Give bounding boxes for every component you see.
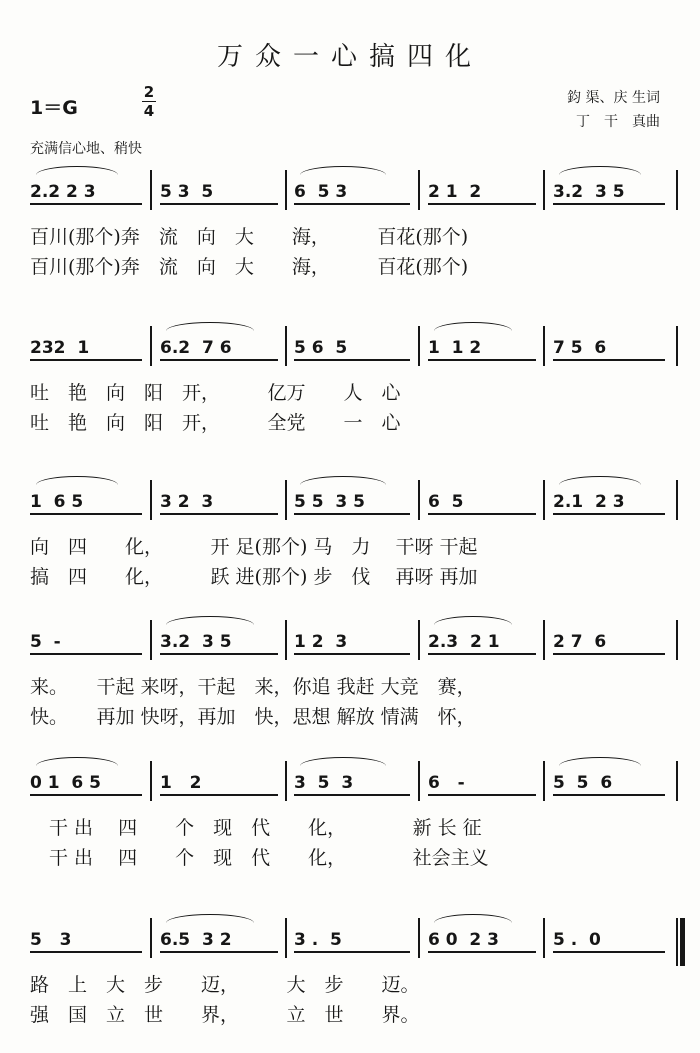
- barline: [676, 480, 678, 520]
- slur-mark: [559, 757, 641, 766]
- lyric-line-1: 路 上 大 步 迈， 大 步 迈。: [30, 974, 420, 996]
- lyric-line-2: 快。 再加 快呀，再加 快，思想 解放 情满 怀，: [30, 706, 476, 728]
- barline: [285, 326, 287, 366]
- slur-mark: [559, 166, 641, 175]
- measure-notes: 1 2: [160, 773, 278, 796]
- measure-notes: 1 1 2: [428, 338, 536, 361]
- barline: [543, 326, 545, 366]
- measure-notes: 6.2 7 6: [160, 338, 278, 361]
- slur-mark: [434, 616, 512, 625]
- meter-top: 2: [143, 83, 155, 101]
- final-barline: [680, 918, 685, 966]
- measure-notes: 6.5 3 2: [160, 930, 278, 953]
- barline: [543, 480, 545, 520]
- measure-notes: 5 -: [30, 632, 142, 655]
- barline: [285, 170, 287, 210]
- slur-mark: [434, 322, 512, 331]
- lyric-line-1: 向 四 化， 开 足(那个) 马 力 干呀 干起: [30, 536, 478, 558]
- measure-notes: 232 1: [30, 338, 142, 361]
- barline: [285, 620, 287, 660]
- barline: [543, 170, 545, 210]
- measure-notes: 1 6 5: [30, 492, 142, 515]
- slur-mark: [434, 914, 512, 923]
- barline: [418, 480, 420, 520]
- slur-mark: [36, 166, 118, 175]
- lyric-line-2: 百川(那个)奔 流 向 大 海， 百花(那个): [30, 256, 469, 278]
- slur-mark: [166, 914, 254, 923]
- barline: [418, 918, 420, 958]
- slur-mark: [300, 476, 386, 485]
- measure-notes: 1 2 3: [294, 632, 410, 655]
- barline: [285, 480, 287, 520]
- barline: [150, 326, 152, 366]
- measure-notes: 5 6 5: [294, 338, 410, 361]
- barline: [676, 326, 678, 366]
- barline: [418, 326, 420, 366]
- measure-notes: 5 3: [30, 930, 142, 953]
- barline: [543, 761, 545, 801]
- slur-mark: [36, 476, 118, 485]
- lyric-line-2: 干 出 四 个 现 代 化， 社会主义: [30, 847, 489, 869]
- measure-notes: 6 5 3: [294, 182, 410, 205]
- lyric-line-1: 来。 干起 来呀，干起 来，你追 我赶 大竞 赛，: [30, 676, 476, 698]
- time-signature: [142, 84, 156, 119]
- measure-notes: 5 5 6: [553, 773, 665, 796]
- measure-notes: 6 0 2 3: [428, 930, 536, 953]
- lyric-line-2: 搞 四 化， 跃 进(那个) 步 伐 再呀 再加: [30, 566, 478, 588]
- meter-bottom: 4: [143, 102, 155, 120]
- lyric-line-1: 干 出 四 个 现 代 化， 新 长 征: [30, 817, 482, 839]
- measure-notes: 3 5 3: [294, 773, 410, 796]
- lyric-line-2: 吐 艳 向 阳 开， 全党 一 心: [30, 412, 401, 434]
- barline: [150, 620, 152, 660]
- lyric-line-1: 吐 艳 向 阳 开， 亿万 人 心: [30, 382, 401, 404]
- measure-notes: 7 5 6: [553, 338, 665, 361]
- slur-mark: [36, 757, 118, 766]
- barline: [418, 170, 420, 210]
- barline: [418, 761, 420, 801]
- measure-notes: 3 2 3: [160, 492, 278, 515]
- lyric-line-1: 百川(那个)奔 流 向 大 海， 百花(那个): [30, 226, 469, 248]
- credits: [567, 86, 660, 134]
- composer-credit: 丁 干 真曲: [576, 114, 660, 130]
- measure-notes: 3.2 3 5: [553, 182, 665, 205]
- song-title: 万众一心搞四化: [216, 42, 483, 72]
- measure-notes: 2 1 2: [428, 182, 536, 205]
- barline: [150, 761, 152, 801]
- measure-notes: 2.3 2 1: [428, 632, 536, 655]
- lyricist-credit: 鈞 渠、庆 生词: [567, 90, 660, 106]
- barline: [150, 480, 152, 520]
- slur-mark: [300, 757, 386, 766]
- measure-notes: 2.1 2 3: [553, 492, 665, 515]
- barline: [543, 918, 545, 958]
- slur-mark: [166, 322, 254, 331]
- barline: [285, 918, 287, 958]
- slur-mark: [559, 476, 641, 485]
- measure-notes: 5 5 3 5: [294, 492, 410, 515]
- measure-notes: 3.2 3 5: [160, 632, 278, 655]
- key-signature: 1＝G: [30, 97, 78, 119]
- barline: [676, 620, 678, 660]
- slur-mark: [166, 616, 254, 625]
- measure-notes: 6 -: [428, 773, 536, 796]
- lyric-line-2: 强 国 立 世 界， 立 世 界。: [30, 1004, 420, 1026]
- measure-notes: 2.2 2 3: [30, 182, 142, 205]
- barline: [543, 620, 545, 660]
- barline: [676, 170, 678, 210]
- barline: [285, 761, 287, 801]
- measure-notes: 2 7 6: [553, 632, 665, 655]
- barline: [150, 170, 152, 210]
- final-barline-thin: [676, 918, 678, 966]
- tempo-marking: 充满信心地、稍快: [30, 141, 142, 157]
- barline: [676, 761, 678, 801]
- slur-mark: [300, 166, 386, 175]
- measure-notes: 5 3 5: [160, 182, 278, 205]
- measure-notes: 3 . 5: [294, 930, 410, 953]
- measure-notes: 6 5: [428, 492, 536, 515]
- measure-notes: 0 1 6 5: [30, 773, 142, 796]
- barline: [150, 918, 152, 958]
- barline: [418, 620, 420, 660]
- measure-notes: 5 . 0: [553, 930, 665, 953]
